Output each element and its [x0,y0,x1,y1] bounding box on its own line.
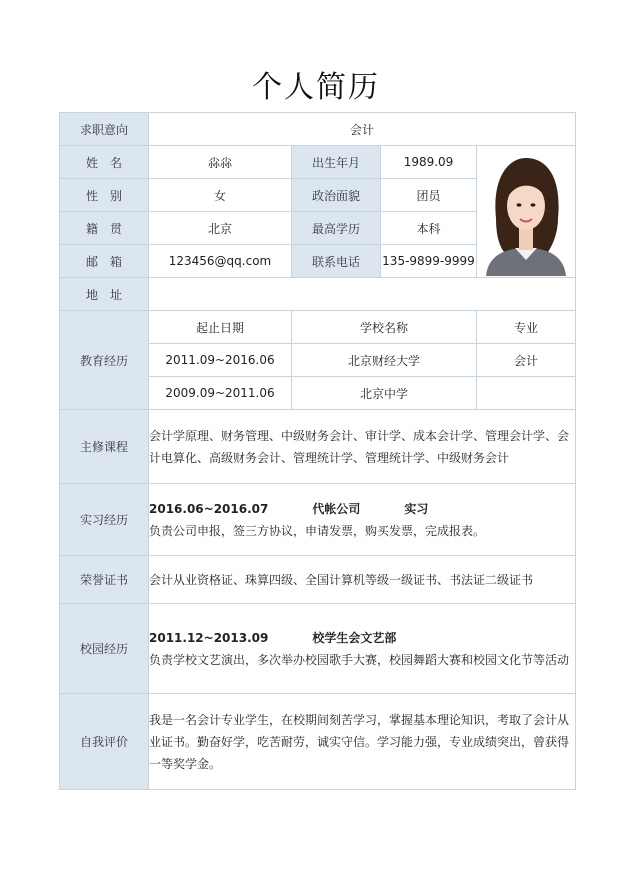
self-evaluation-text: 我是一名会计专业学生，在校期间刻苦学习，掌握基本理论知识，考取了会计从业证书。勤奋好学，吃苦耐劳，诚实守信。学习能力强，专业成绩突出，曾获得一等奖学金。 [149,694,576,790]
row-internship [60,484,576,556]
birth-value: 1989.09 [381,146,477,179]
origin-label: 籍 贯 [60,212,149,245]
courses-text: 会计学原理、财务管理、中级财务会计、审计学、成本会计学、管理会计学、会计电算化、高级财务会计、管理统计学、管理统计学、中级财务会计 [149,410,576,484]
row-address [60,278,576,311]
email-value: 123456@qq.com [149,245,292,278]
phone-value: 135-9899-9999 [381,245,477,278]
education-label: 教育经历 [60,311,149,410]
row-education-header [60,311,576,344]
campus-content [149,604,576,694]
education-major: 会计 [477,344,576,377]
row-honors [60,556,576,604]
education-header-date: 起止日期 [149,311,292,344]
gender-label: 性 别 [60,179,149,212]
job-intent-value: 会计 [149,113,576,146]
page-title: 个人简历 [252,70,380,105]
address-label: 地 址 [60,278,149,311]
education-header-school: 学校名称 [292,311,477,344]
campus-heading [149,627,575,649]
row-self-evaluation [60,694,576,790]
campus-label: 校园经历 [60,604,149,694]
self-evaluation-label: 自我评价 [60,694,149,790]
phone-label: 联系电话 [292,245,381,278]
education-date: 2009.09~2011.06 [149,377,292,410]
job-intent-label: 求职意向 [60,113,149,146]
row-courses [60,410,576,484]
photo-cell [477,146,576,278]
name-label: 姓 名 [60,146,149,179]
origin-value: 北京 [149,212,292,245]
education-header-major: 专业 [477,311,576,344]
row-name [60,146,576,179]
internship-desc: 负责公司申报，签三方协议，申请发票，购买发票，完成报表。 [149,523,486,538]
honors-label: 荣誉证书 [60,556,149,604]
row-job-intent [60,113,576,146]
avatar [482,148,570,276]
internship-company: 代帐公司 [312,501,361,516]
education-level-value: 本科 [381,212,477,245]
politics-label: 政治面貌 [292,179,381,212]
row-campus [60,604,576,694]
internship-date: 2016.06~2016.07 [149,501,269,516]
education-school: 北京财经大学 [292,344,477,377]
birth-label: 出生年月 [292,146,381,179]
campus-desc: 负责学校文艺演出，多次举办校园歌手大赛，校园舞蹈大赛和校园文化节等活动 [149,652,570,667]
honors-text: 会计从业资格证、珠算四级、全国计算机等级一级证书、书法证二级证书 [149,556,576,604]
address-value [149,278,576,311]
internship-role: 实习 [404,501,429,516]
internship-label: 实习经历 [60,484,149,556]
education-date: 2011.09~2016.06 [149,344,292,377]
internship-content [149,484,576,556]
campus-org: 校学生会文艺部 [312,630,397,645]
campus-date: 2011.12~2013.09 [149,630,269,645]
education-major [477,377,576,410]
name-value: 尛尛 [149,146,292,179]
courses-label: 主修课程 [60,410,149,484]
internship-heading [149,498,575,520]
education-level-label: 最高学历 [292,212,381,245]
gender-value: 女 [149,179,292,212]
politics-value: 团员 [381,179,477,212]
education-school: 北京中学 [292,377,477,410]
email-label: 邮 箱 [60,245,149,278]
resume-table [59,112,576,790]
